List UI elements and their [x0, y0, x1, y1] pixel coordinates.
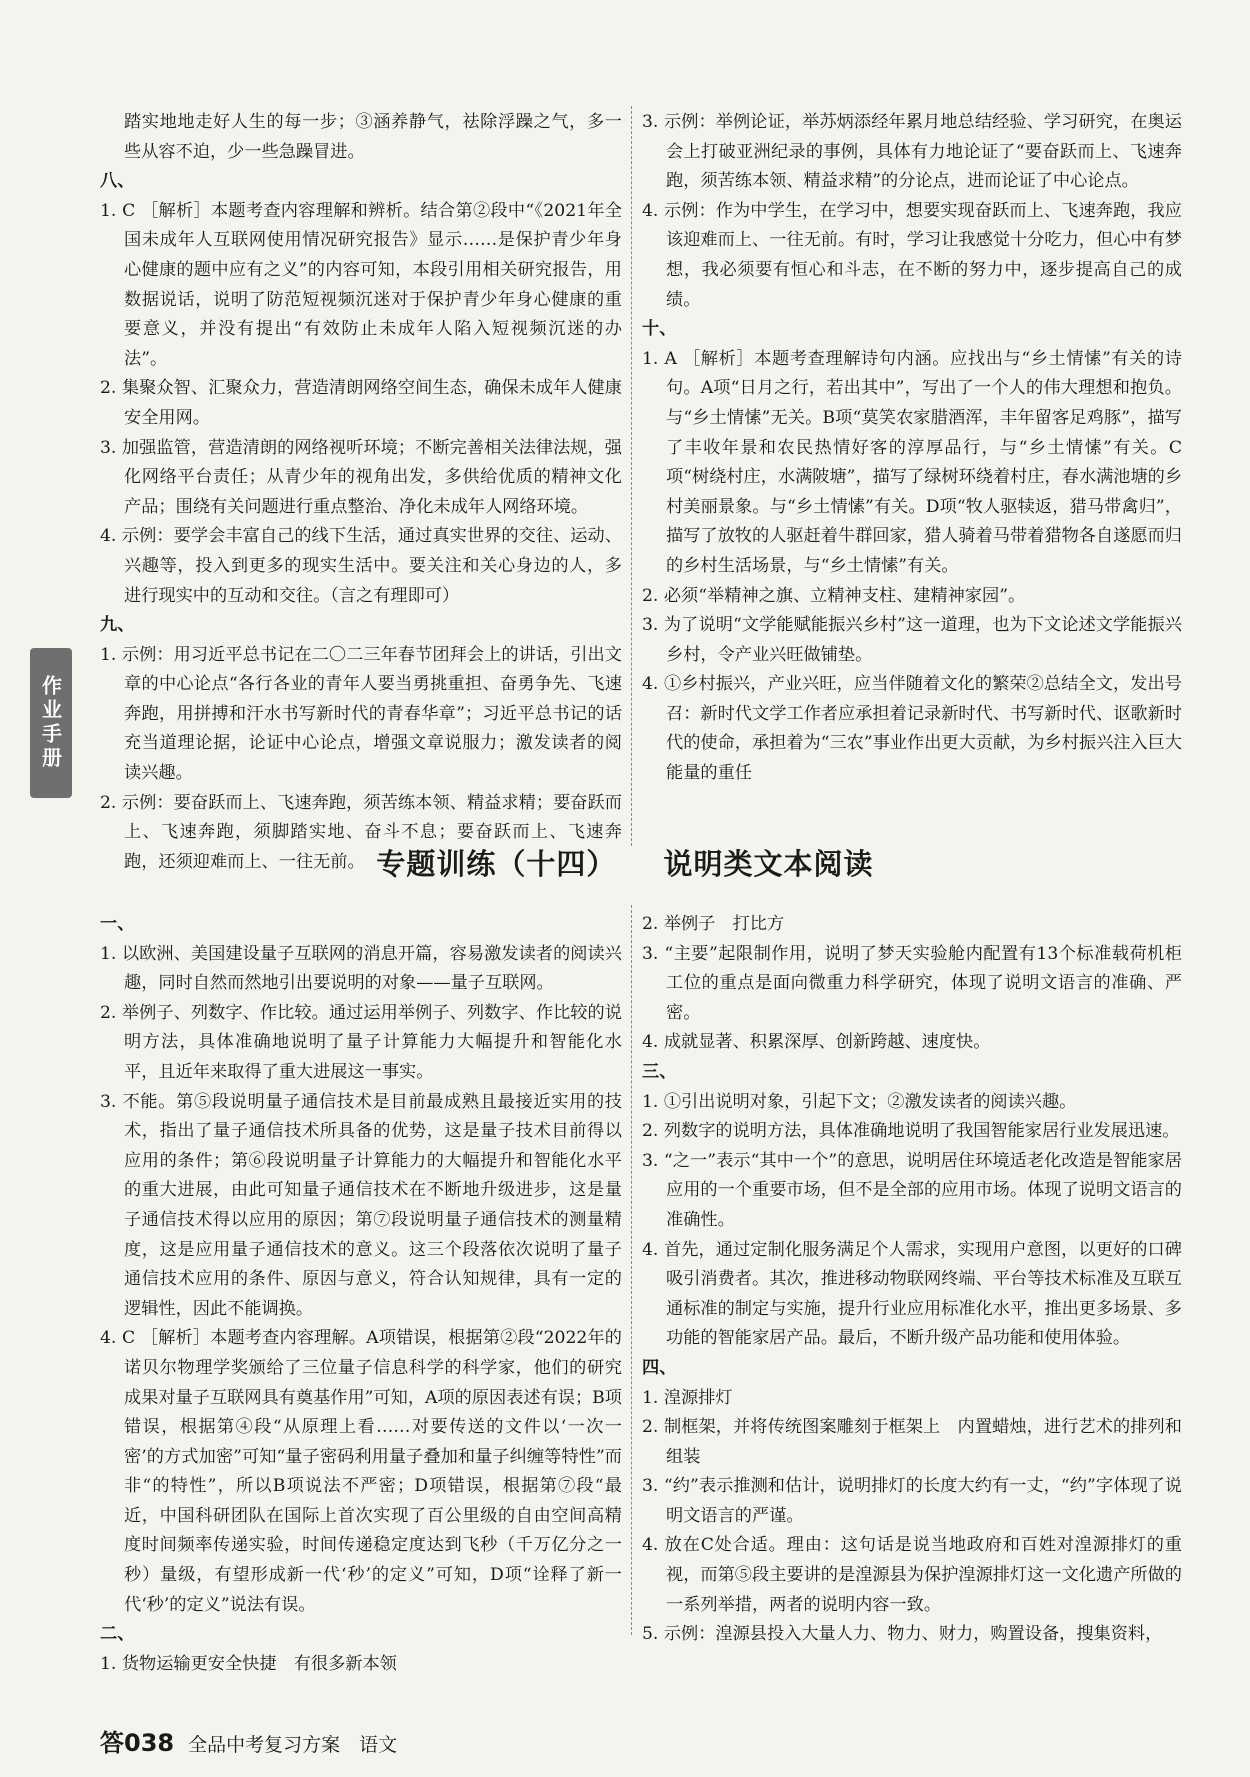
answer-item: 2. 集聚众智、汇聚众力，营造清朗网络空间生态，确保未成年人健康安全用网。	[100, 378, 622, 428]
section-title-left: 专题训练（十四）	[376, 847, 617, 881]
answer-item: 3. “之一”表示“其中一个”的意思，说明居住环境适老化改造是智能家居应用的一个重要市场，但不是全部的应用市场。体现了说明文语言的准确性。	[642, 1150, 1182, 1230]
answer-item: 3. “约”表示推测和估计，说明排灯的长度大约有一丈，“约”字体现了说明文语言的严谨。	[642, 1476, 1182, 1526]
side-tab-label: 作业手册	[38, 675, 63, 771]
answer-item: 2. 示例：要奋跃而上、飞速奔跑，须苦练本领、精益求精；要奋跃而上、飞速奔跑，须脚踏实地、奋斗不息；要奋跃而上、飞速奔跑，还须迎难而上、一往无前。	[100, 792, 622, 872]
section-heading: 一、	[100, 914, 135, 934]
answer-item: 2. 举例子、列数字、作比较。通过运用举例子、列数字、作比较的说明方法，具体准确地说明了量子计算能力大幅提升和智能化水平，且近年来取得了重大进展这一事实。	[100, 1002, 622, 1082]
answer-item: 1. C ［解析］本题考查内容理解和辨析。结合第②段中“《2021年全国未成年人互联网使用情况研究报告》显示……是保护青少年身心健康的题中应有之义”的内容可知，本段引用相关研究报告，用数据说话，说明了防范短视频沉迷对于保护青少年身心健康的重要意义，并没有提出“有效防止未成年人陷入短视频沉迷的办法”。	[100, 200, 622, 369]
bottom-right-column	[642, 910, 1182, 1650]
answer-item: 3. 加强监管，营造清朗的网络视听环境；不断完善相关法律法规，强化网络平台责任；从青少年的视角出发，多供给优质的精神文化产品；围绕有关问题进行重点整治、净化未成年人网络环境。	[100, 437, 622, 517]
answer-item: 2. 列数字的说明方法，具体准确地说明了我国智能家居行业发展迅速。	[642, 1121, 1180, 1142]
answer-item: 4. 成就显著、积累深厚、创新跨越、速度快。	[642, 1032, 991, 1053]
answer-item: 4. C ［解析］本题考查内容理解。A项错误，根据第②段“2022年的诺贝尔物理学奖颁给了三位量子信息科学的科学家，他们的研究成果对量子互联网具有奠基作用”可知，A项的原因表述有误；B项错误，根据第④段“从原理上看……对要传送的文件以‘一次一密’的方式加密”可知“量子密码利用量子叠加和量子纠缠等特性”而非“的特性”，所以B项说法不严密；D项错误，根据第⑦段“最近，中国科研团队在国际上首次实现了百公里级的自由空间高精度时间频率传递实验，时间传递稳定度达到飞秒（千万亿分之一秒）量级，有望形成新一代‘秒’的定义”可知，D项“诠释了新一代‘秒’的定义”说法有误。	[100, 1328, 622, 1615]
top-left-column	[100, 108, 622, 877]
answer-item: 4. ①乡村振兴，产业兴旺，应当伴随着文化的繁荣②总结全文，发出号召：新时代文学工作者应承担着记录新时代、书写新时代、讴歌新时代的使命，承担着为“三农”事业作出更大贡献，为乡村振兴注入巨大能量的重任	[642, 674, 1183, 784]
book-title: 全品中考复习方案 语文	[188, 1734, 398, 1756]
side-tab	[30, 648, 72, 798]
section-heading: 三、	[642, 1061, 677, 1082]
answer-item: 1. ①引出说明对象，引起下文；②激发读者的阅读兴趣。	[642, 1091, 1077, 1112]
answer-item: 2. 必须“举精神之旗、立精神支柱、建精神家园”。	[642, 585, 1026, 606]
answer-item: 4. 放在C处合适。理由：这句话是说当地政府和百姓对湟源排灯的重视，而第⑤段主要讲的是湟源县为保护湟源排灯这一文化遗产所做的一系列举措，两者的说明内容一致。	[642, 1535, 1182, 1615]
answer-item: 1. 示例：用习近平总书记在二〇二三年春节团拜会上的讲话，引出文章的中心论点“各行各业的青年人要当勇挑重担、奋勇争先、飞速奔跑，用拼搏和汗水书写新时代的青春华章”；习近平总书记的话充当道理论据，论证中心论点，增强文章说服力；激发读者的阅读兴趣。	[100, 644, 622, 784]
answer-item: 2. 举例子 打比方	[642, 914, 785, 934]
column-divider-bottom	[631, 905, 632, 1635]
page-number: 答038	[100, 1729, 175, 1757]
section-heading: 九、	[100, 615, 135, 636]
answer-item: 3. “主要”起限制作用，说明了梦天实验舱内配置有13个标准载荷机柜工位的重点是面向微重力科学研究，体现了说明文语言的准确、严密。	[642, 943, 1182, 1023]
answer-item: 4. 示例：作为中学生，在学习中，想要实现奋跃而上、飞速奔跑，我应该迎难而上、一往无前。有时，学习让我感觉十分吃力，但心中有梦想，我必须要有恒心和斗志，在不断的努力中，逐步提高自己的成绩。	[642, 200, 1182, 310]
answer-item: 3. 示例：举例论证，举苏炳添经年累月地总结经验、学习研究，在奥运会上打破亚洲纪录的事例，具体有力地论证了“要奋跃而上、飞速奔跑，须苦练本领、精益求精”的分论点，进而论证了中心论点。	[642, 112, 1182, 192]
answer-item: 2. 制框架，并将传统图案雕刻于框架上 内置蜡烛，进行艺术的排列和组装	[642, 1417, 1182, 1467]
answer-item: 4. 首先，通过定制化服务满足个人需求，实现用户意图，以更好的口碑吸引消费者。其次，推进移动物联网终端、平台等技术标准及互联互通标准的制定与实施，提升行业应用标准化水平，推出更多场景、多功能的智能家居产品。最后，不断升级产品功能和使用体验。	[642, 1239, 1182, 1349]
section-heading: 二、	[100, 1624, 135, 1645]
section-title-right: 说明类文本阅读	[663, 847, 874, 881]
answer-item: 1. 货物运输更安全快捷 有很多新本领	[100, 1653, 397, 1674]
answer-item: 3. 为了说明“文学能赋能振兴乡村”这一道理，也为下文论述文学能振兴乡村，令产业兴旺做铺垫。	[642, 615, 1182, 665]
answer-item: 1. 湟源排灯	[642, 1387, 733, 1408]
section-heading: 四、	[642, 1357, 677, 1378]
page-footer	[100, 1723, 397, 1757]
answer-item: 1. A ［解析］本题考查理解诗句内涵。应找出与“乡土情愫”有关的诗句。A项“日月之行，若出其中”，写出了一个人的伟大理想和抱负。与“乡土情愫”无关。B项“莫笑农家腊酒浑，丰年留客足鸡豚”，描写了丰收年景和农民热情好客的淳厚品行，与“乡土情愫”有关。C项“树绕村庄，水满陂塘”，描写了绿树环绕着村庄，春水满池塘的乡村美丽景象。与“乡土情愫”有关。D项“牧人驱犊返，猎马带禽归”，描写了放牧的人驱赶着牛群回家，猎人骑着马带着猎物各自遂愿而归的乡村生活场景，与“乡土情愫”有关。	[642, 348, 1183, 576]
section-heading: 八、	[100, 171, 135, 192]
answer-item: 4. 示例：要学会丰富自己的线下生活，通过真实世界的交往、运动、兴趣等，投入到更多的现实生活中。要关注和关心身边的人，多进行现实中的互动和交往。（言之有理即可）	[100, 526, 622, 606]
section-heading: 十、	[642, 319, 677, 340]
answer-item: 踏实地地走好人生的每一步；③涵养静气，祛除浮躁之气，多一些从容不迫，少一些急躁冒进。	[124, 112, 622, 162]
top-right-column	[642, 108, 1182, 789]
answer-item: 1. 以欧洲、美国建设量子互联网的消息开篇，容易激发读者的阅读兴趣，同时自然而然地引出要说明的对象——量子互联网。	[100, 943, 622, 994]
answer-item: 5. 示例：湟源县投入大量人力、物力、财力，购置设备，搜集资料，	[642, 1624, 1163, 1645]
bottom-left-column	[100, 910, 622, 1679]
column-divider-top	[631, 106, 632, 846]
answer-item: 3. 不能。第⑤段说明量子通信技术是目前最成熟且最接近实用的技术，指出了量子通信技术所具备的优势，这是量子技术目前得以应用的条件；第⑥段说明量子计算能力的大幅提升和智能化水平的重大进展，由此可知量子通信技术在不断地升级进步，这是量子通信技术得以应用的原因；第⑦段说明量子通信技术的测量精度，这是应用量子通信技术的意义。这三个段落依次说明了量子通信技术应用的条件、原因与意义，符合认知规律，具有一定的逻辑性，因此不能调换。	[100, 1091, 622, 1319]
section-title	[0, 842, 1250, 892]
